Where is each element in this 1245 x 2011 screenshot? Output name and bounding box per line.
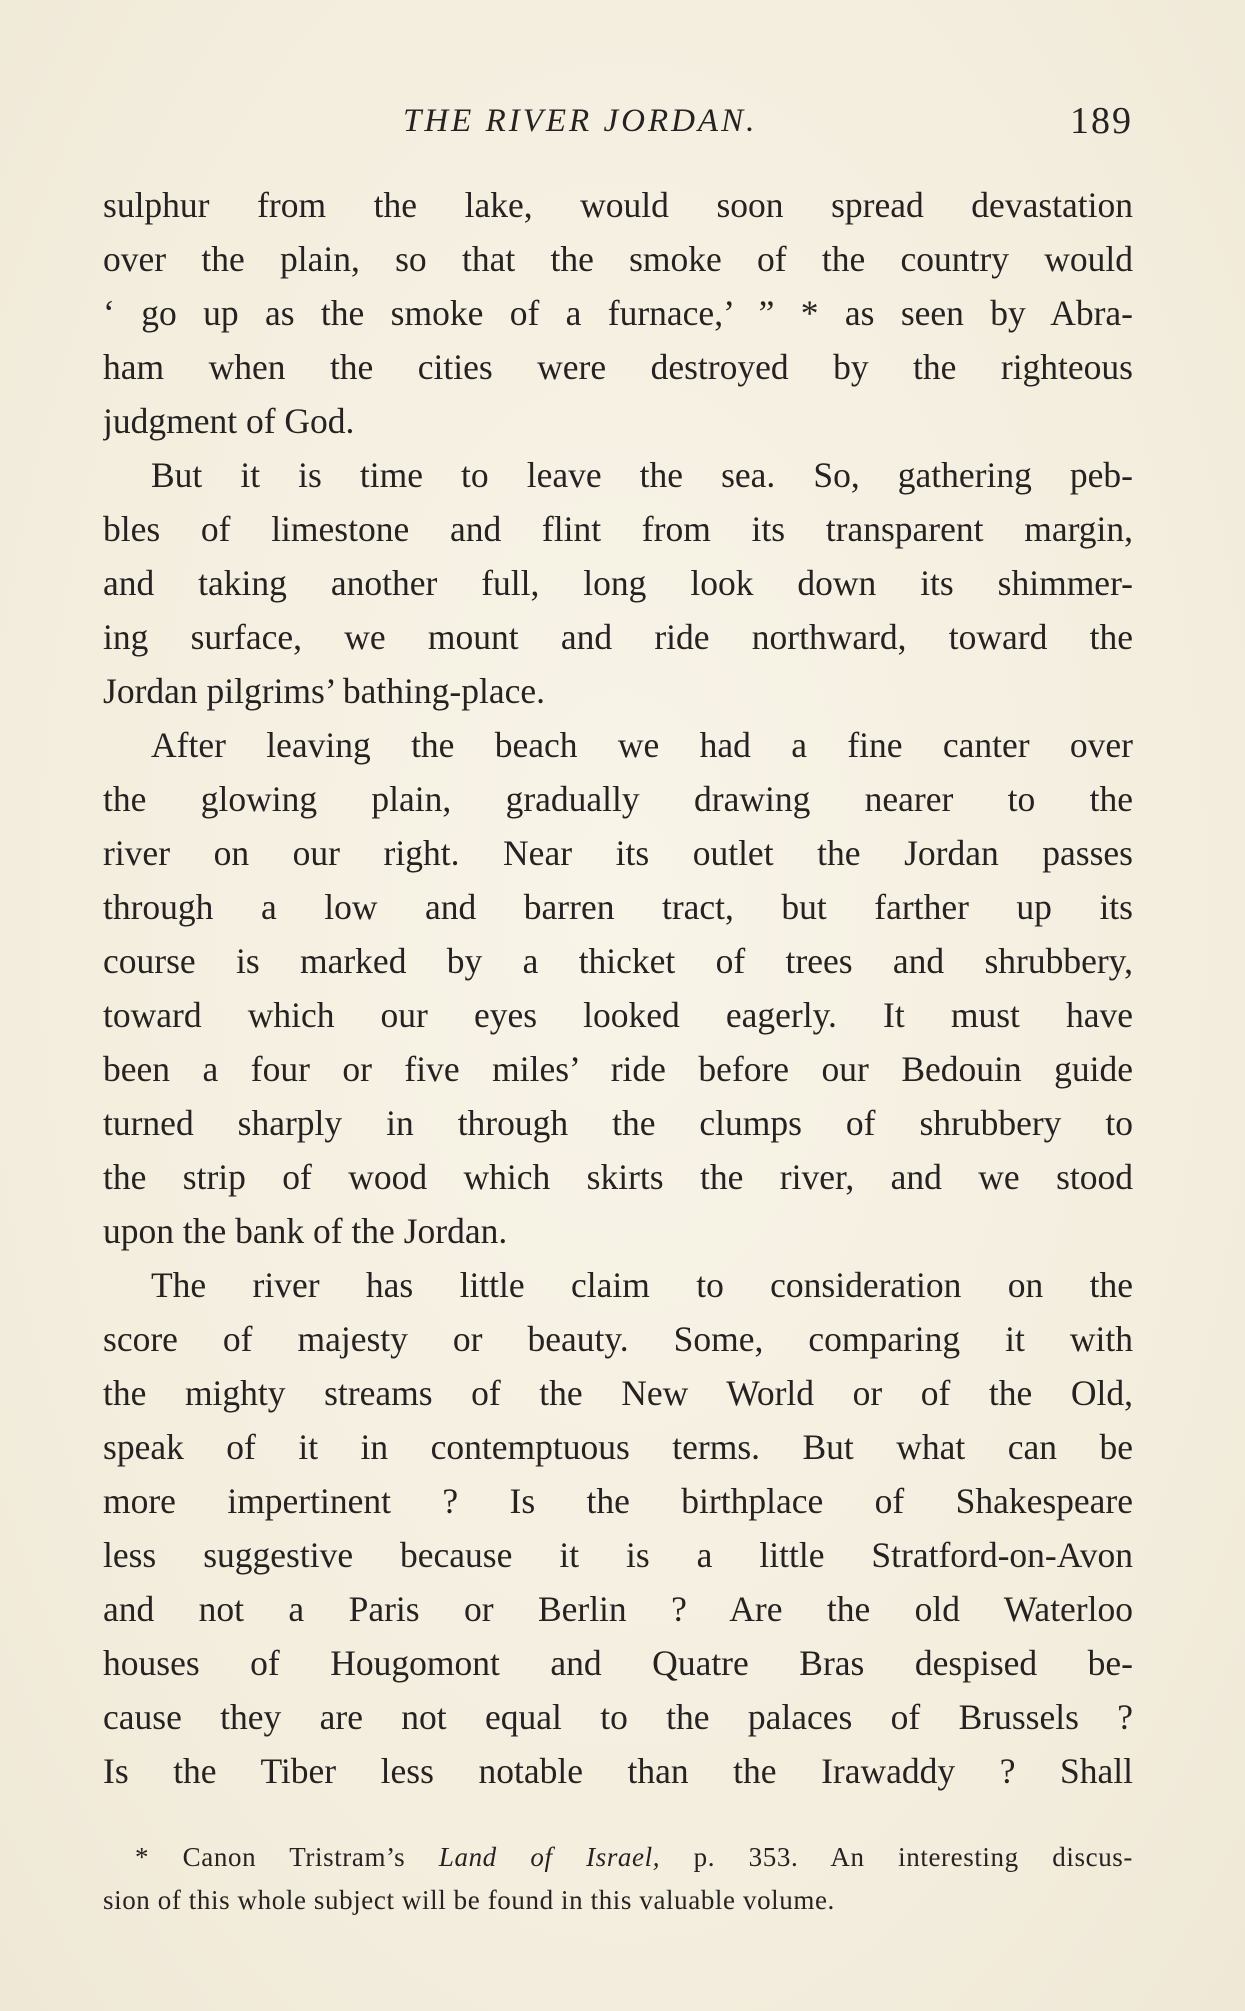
text-line: ham when the cities were destroyed by the righteous [103,347,1133,387]
text-line: the strip of wood which skirts the river, and we stood [103,1157,1133,1197]
text-line: turned sharply in through the clumps of shrubbery to [103,1103,1133,1143]
text-line: But it is time to leave the sea. So, gathering peb- [151,455,1133,495]
text-line: After leaving the beach we had a fine canter over [151,725,1133,765]
text-line: ‘ go up as the smoke of a furnace,’ ” * as seen by Abra- [103,293,1133,333]
text-line: Jordan pilgrims’ bathing-place. [103,671,545,711]
text-line: been a four or five miles’ ride before our Bedouin guide [103,1049,1133,1089]
text-line: judgment of God. [103,401,355,441]
text-line: cause they are not equal to the palaces of Brussels ? [103,1697,1133,1737]
text-line: score of majesty or beauty. Some, comparing it with [103,1319,1133,1359]
text-line: and taking another full, long look down its shimmer- [103,563,1133,603]
footnote-line: sion of this whole subject will be found in this valuable volume. [103,1885,835,1915]
text-line: through a low and barren tract, but farther up its [103,887,1133,927]
text-line: toward which our eyes looked eagerly. It must have [103,995,1133,1035]
text-line: less suggestive because it is a little Stratford-on-Avon [103,1535,1133,1575]
text-line: speak of it in contemptuous terms. But what can be [103,1427,1133,1467]
text-line: upon the bank of the Jordan. [103,1211,508,1251]
footnote-suffix: p. 353. An interesting discus- [660,1842,1133,1872]
running-head: THE RIVER JORDAN. [403,103,758,139]
text-line: the glowing plain, gradually drawing nearer to the [103,779,1133,819]
text-line: sulphur from the lake, would soon spread devastation [103,185,1133,225]
text-line: and not a Paris or Berlin ? Are the old Waterloo [103,1589,1133,1629]
text-line: The river has little claim to consideration on the [151,1265,1133,1305]
text-line: bles of limestone and flint from its transparent margin, [103,509,1133,549]
text-line: over the plain, so that the smoke of the country would [103,239,1133,279]
text-line: river on our right. Near its outlet the Jordan passes [103,833,1133,873]
page-header [103,96,1133,146]
text-line: course is marked by a thicket of trees and shrubbery, [103,941,1133,981]
text-line: Is the Tiber less notable than the Irawaddy ? Shall [103,1751,1133,1791]
text-line: more impertinent ? Is the birthplace of Shakespeare [103,1481,1133,1521]
body-text [103,178,1133,1798]
footnote [103,1836,1133,1922]
text-line: ing surface, we mount and ride northward, toward the [103,617,1133,657]
footnote-prefix: * Canon Tristram’s [135,1842,439,1872]
footnote-line [103,1836,1133,1879]
footnote-book-title: Land of Israel, [438,1842,661,1872]
text-line: the mighty streams of the New World or of the Old, [103,1373,1133,1413]
page-number: 189 [1070,100,1133,142]
text-line: houses of Hougomont and Quatre Bras despised be- [103,1643,1133,1683]
